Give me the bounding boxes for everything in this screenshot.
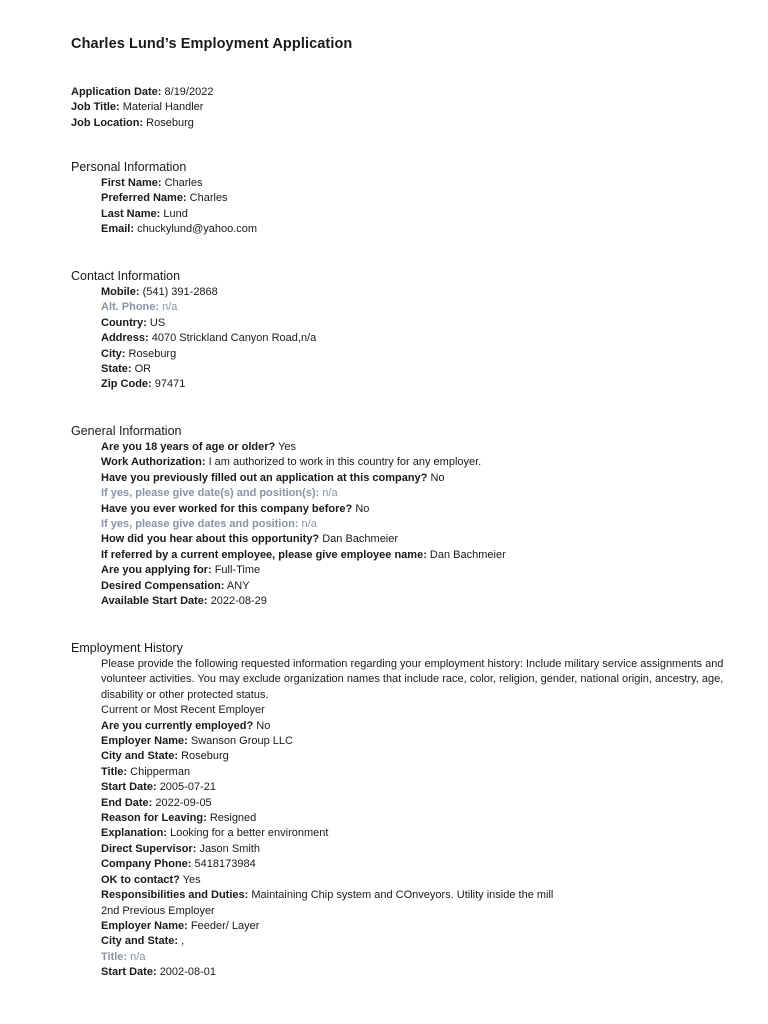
- field-value: OR: [134, 363, 152, 376]
- field-value: Dan Bachmeier: [322, 533, 399, 546]
- field-label: Employer Name:: [101, 735, 188, 748]
- field-label: City:: [101, 347, 126, 360]
- alt-phone-row: [101, 300, 316, 315]
- section-heading: Employment History: [71, 641, 183, 655]
- direct-supervisor-row: [101, 842, 731, 857]
- field-value: Jason Smith: [199, 842, 260, 855]
- page-title: Charles Lund’s Employment Application: [71, 36, 353, 52]
- field-value: Roseburg: [146, 116, 194, 129]
- previous-employer-heading: 2nd Previous Employer: [101, 904, 215, 917]
- field-value: Lund: [163, 207, 188, 220]
- city-state-row: [101, 749, 731, 764]
- field-value: No: [355, 502, 370, 515]
- field-value: (541) 391-2868: [142, 286, 218, 298]
- job-location-row: [71, 116, 213, 131]
- referral-source-row: [101, 532, 506, 547]
- field-label: Company Phone:: [101, 858, 192, 871]
- field-label: Title:: [101, 765, 128, 778]
- previous-employer-name-row: [101, 919, 731, 934]
- field-value: Yes: [278, 441, 297, 453]
- field-label: Application Date:: [71, 86, 162, 98]
- field-value: n/a: [130, 950, 146, 963]
- email-row: [101, 222, 257, 237]
- field-value: n/a: [322, 487, 338, 500]
- work-authorization-row: [101, 455, 506, 470]
- company-phone-row: [101, 857, 731, 872]
- field-label: If yes, please give dates and position:: [101, 518, 299, 531]
- city-row: [101, 347, 316, 362]
- field-label: Reason for Leaving:: [101, 812, 207, 825]
- field-label: First Name:: [101, 177, 162, 189]
- field-label: Start Date:: [101, 781, 157, 794]
- field-value: n/a: [301, 518, 317, 531]
- employer-name-row: [101, 734, 731, 749]
- first-name-row: [101, 176, 257, 191]
- field-label: Explanation:: [101, 827, 168, 840]
- field-label: Desired Compensation:: [101, 579, 225, 592]
- field-label: Alt. Phone:: [101, 301, 160, 314]
- field-value: Feeder/ Layer: [190, 919, 260, 932]
- field-value: Material Handler: [122, 101, 204, 114]
- end-date-row: [101, 796, 731, 811]
- field-value: Chipperman: [130, 765, 191, 778]
- field-value: I am authorized to work in this country for any employer.: [208, 456, 482, 469]
- previous-title-row: [101, 950, 731, 965]
- field-value: 2022-09-05: [155, 796, 212, 809]
- field-label: Job Title:: [71, 101, 120, 114]
- field-label: Job Location:: [71, 116, 144, 129]
- age-question-row: [101, 440, 506, 455]
- field-value: No: [430, 471, 445, 484]
- field-label: Preferred Name:: [101, 192, 187, 205]
- field-label: Start Date:: [101, 966, 157, 979]
- field-value: Roseburg: [128, 347, 177, 360]
- field-label: Available Start Date:: [101, 595, 208, 608]
- field-value: US: [149, 316, 166, 329]
- current-employer-heading: Current or Most Recent Employer: [101, 704, 265, 717]
- application-summary: [71, 85, 213, 131]
- field-value: Dan Bachmeier: [429, 548, 506, 561]
- field-label: Country:: [101, 316, 147, 329]
- responsibilities-row: [101, 888, 731, 903]
- job-title-row: [101, 765, 731, 780]
- job-title-row: [71, 100, 213, 115]
- field-label: Direct Supervisor:: [101, 842, 197, 855]
- field-value: Yes: [182, 873, 201, 886]
- field-value: Looking for a better environment: [170, 827, 329, 840]
- field-value: No: [256, 719, 271, 732]
- section-heading: Contact Information: [71, 269, 181, 283]
- field-label: How did you hear about this opportunity?: [101, 533, 320, 546]
- worked-before-details-row: [101, 517, 506, 532]
- personal-information-section: [71, 160, 257, 238]
- field-label: Have you ever worked for this company before?: [101, 502, 353, 515]
- field-value: 5418173984: [194, 858, 256, 871]
- field-label: Last Name:: [101, 207, 161, 220]
- last-name-row: [101, 207, 257, 222]
- mobile-row: [101, 285, 316, 300]
- field-value: Maintaining Chip system and COnveyors. Utility inside the mill: [251, 889, 554, 902]
- worked-before-row: [101, 502, 506, 517]
- field-label: Address:: [101, 332, 149, 345]
- field-label: Are you currently employed?: [101, 719, 254, 732]
- field-label: OK to contact?: [101, 873, 180, 886]
- field-value: n/a: [162, 301, 178, 314]
- reason-for-leaving-row: [101, 811, 731, 826]
- field-label: Zip Code:: [101, 378, 152, 391]
- field-label: Mobile:: [101, 286, 140, 298]
- field-value: Charles: [189, 192, 228, 205]
- state-row: [101, 362, 316, 377]
- field-value: Full-Time: [214, 564, 261, 577]
- section-heading: Personal Information: [71, 160, 187, 174]
- previous-application-row: [101, 471, 506, 486]
- field-label: If yes, please give date(s) and position(s):: [101, 487, 320, 500]
- field-value: Resigned: [209, 812, 257, 825]
- field-value: ANY: [226, 579, 250, 592]
- address-row: [101, 331, 316, 346]
- application-date-row: [71, 85, 213, 100]
- previous-application-details-row: [101, 486, 506, 501]
- contact-information-section: [71, 269, 316, 393]
- field-label: Have you previously filled out an application at this company?: [101, 471, 428, 484]
- start-date-row: [101, 780, 731, 795]
- available-start-date-row: [101, 594, 506, 609]
- field-label: Work Authorization:: [101, 456, 206, 469]
- field-value: Roseburg: [181, 750, 229, 763]
- employment-type-row: [101, 563, 506, 578]
- field-value: 4070 Strickland Canyon Road,n/a: [151, 332, 317, 345]
- field-value: Swanson Group LLC: [190, 735, 293, 748]
- ok-to-contact-row: [101, 873, 731, 888]
- field-label: Are you 18 years of age or older?: [101, 441, 276, 453]
- field-value: 2005-07-21: [159, 781, 216, 794]
- field-label: City and State:: [101, 935, 179, 948]
- referring-employee-row: [101, 548, 506, 563]
- field-label: Email:: [101, 223, 135, 236]
- employment-history-section: [71, 641, 731, 981]
- section-heading: General Information: [71, 424, 182, 438]
- field-label: Responsibilities and Duties:: [101, 889, 249, 902]
- field-value: 2022-08-29: [210, 595, 267, 608]
- employment-history-instructions: Please provide the following requested information regarding your employment history: Include military service assignments and volunteer activities. You may exclude organization names that include race, color, religion, gender, national origin, ancestry, age, disability or other protected status.: [101, 658, 724, 701]
- field-value: 2002-08-01: [159, 966, 216, 979]
- field-value: Charles: [164, 177, 203, 189]
- explanation-row: [101, 826, 731, 841]
- field-label: State:: [101, 363, 132, 376]
- field-value: 8/19/2022: [164, 86, 214, 98]
- currently-employed-row: [101, 719, 731, 734]
- country-row: [101, 316, 316, 331]
- field-value: ,: [181, 935, 185, 948]
- field-label: Title:: [101, 950, 128, 963]
- desired-compensation-row: [101, 579, 506, 594]
- previous-start-date-row: [101, 965, 731, 980]
- field-label: End Date:: [101, 796, 153, 809]
- zip-code-row: [101, 377, 316, 392]
- preferred-name-row: [101, 191, 257, 206]
- field-label: If referred by a current employee, please give employee name:: [101, 548, 427, 561]
- field-label: Are you applying for:: [101, 564, 212, 577]
- field-label: Employer Name:: [101, 919, 188, 932]
- general-information-section: [71, 424, 506, 609]
- field-value: 97471: [154, 378, 186, 391]
- field-value: chuckylund@yahoo.com: [137, 223, 258, 236]
- field-label: City and State:: [101, 750, 179, 763]
- previous-city-state-row: [101, 934, 731, 949]
